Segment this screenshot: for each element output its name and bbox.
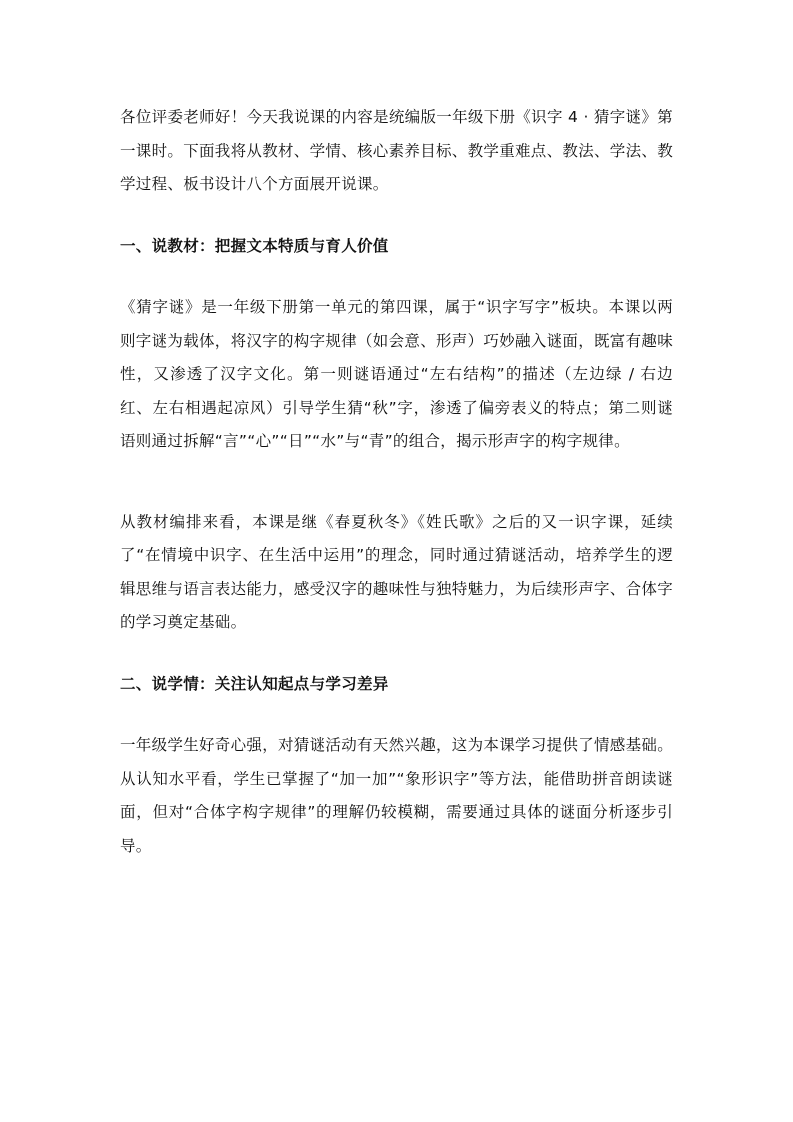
textbook-paragraph-2: 从教材编排来看，本课是继《春夏秋冬》《姓氏歌》之后的又一识字课，延续了“在情境中识字、在生活中运用”的理念，同时通过猜谜活动，培养学生的逻辑思维与语言表达能力，感受汉字的趣味性与独特魅力，为后续形声字、合体字的学习奠定基础。 [120,512,674,631]
document-page [120,101,673,863]
textbook-paragraph-1: 《猜字谜》是一年级下册第一单元的第四课，属于“识字写字”板块。本课以两则字谜为载体，将汉字的构字规律（如会意、形声）巧妙融入谜面，既富有趣味性，又渗透了汉字文化。第一则谜语通过“左右结构”的描述（左边绿 / 右边红、左右相遇起凉风）引导学生猜“秋”字，渗透了偏旁表义的特点；第二则谜语则通过拆解“言”“心”“日”“水”与“青”的组合，揭示形声字的构字规律。 [120,298,674,450]
intro-paragraph: 各位评委老师好！今天我说课的内容是统编版一年级下册《识字 4 · 猜字谜》第一课时。下面我将从教材、学情、核心素养目标、教学重难点、教法、学法、教学过程、板书设计八个方面展开说课。 [120,108,674,193]
learners-paragraph-1: 一年级学生好奇心强，对猜谜活动有天然兴趣，这为本课学习提供了情感基础。从认知水平看，学生已掌握了“加一加”“象形识字”等方法，能借助拼音朗读谜面，但对“合体字构字规律”的理解仍较模糊，需要通过具体的谜面分析逐步引导。 [120,736,674,855]
section-heading-learners: 二、说学情：关注认知起点与学习差异 [120,674,389,693]
section-heading-textbook: 一、说教材：把握文本特质与育人价值 [120,236,389,255]
